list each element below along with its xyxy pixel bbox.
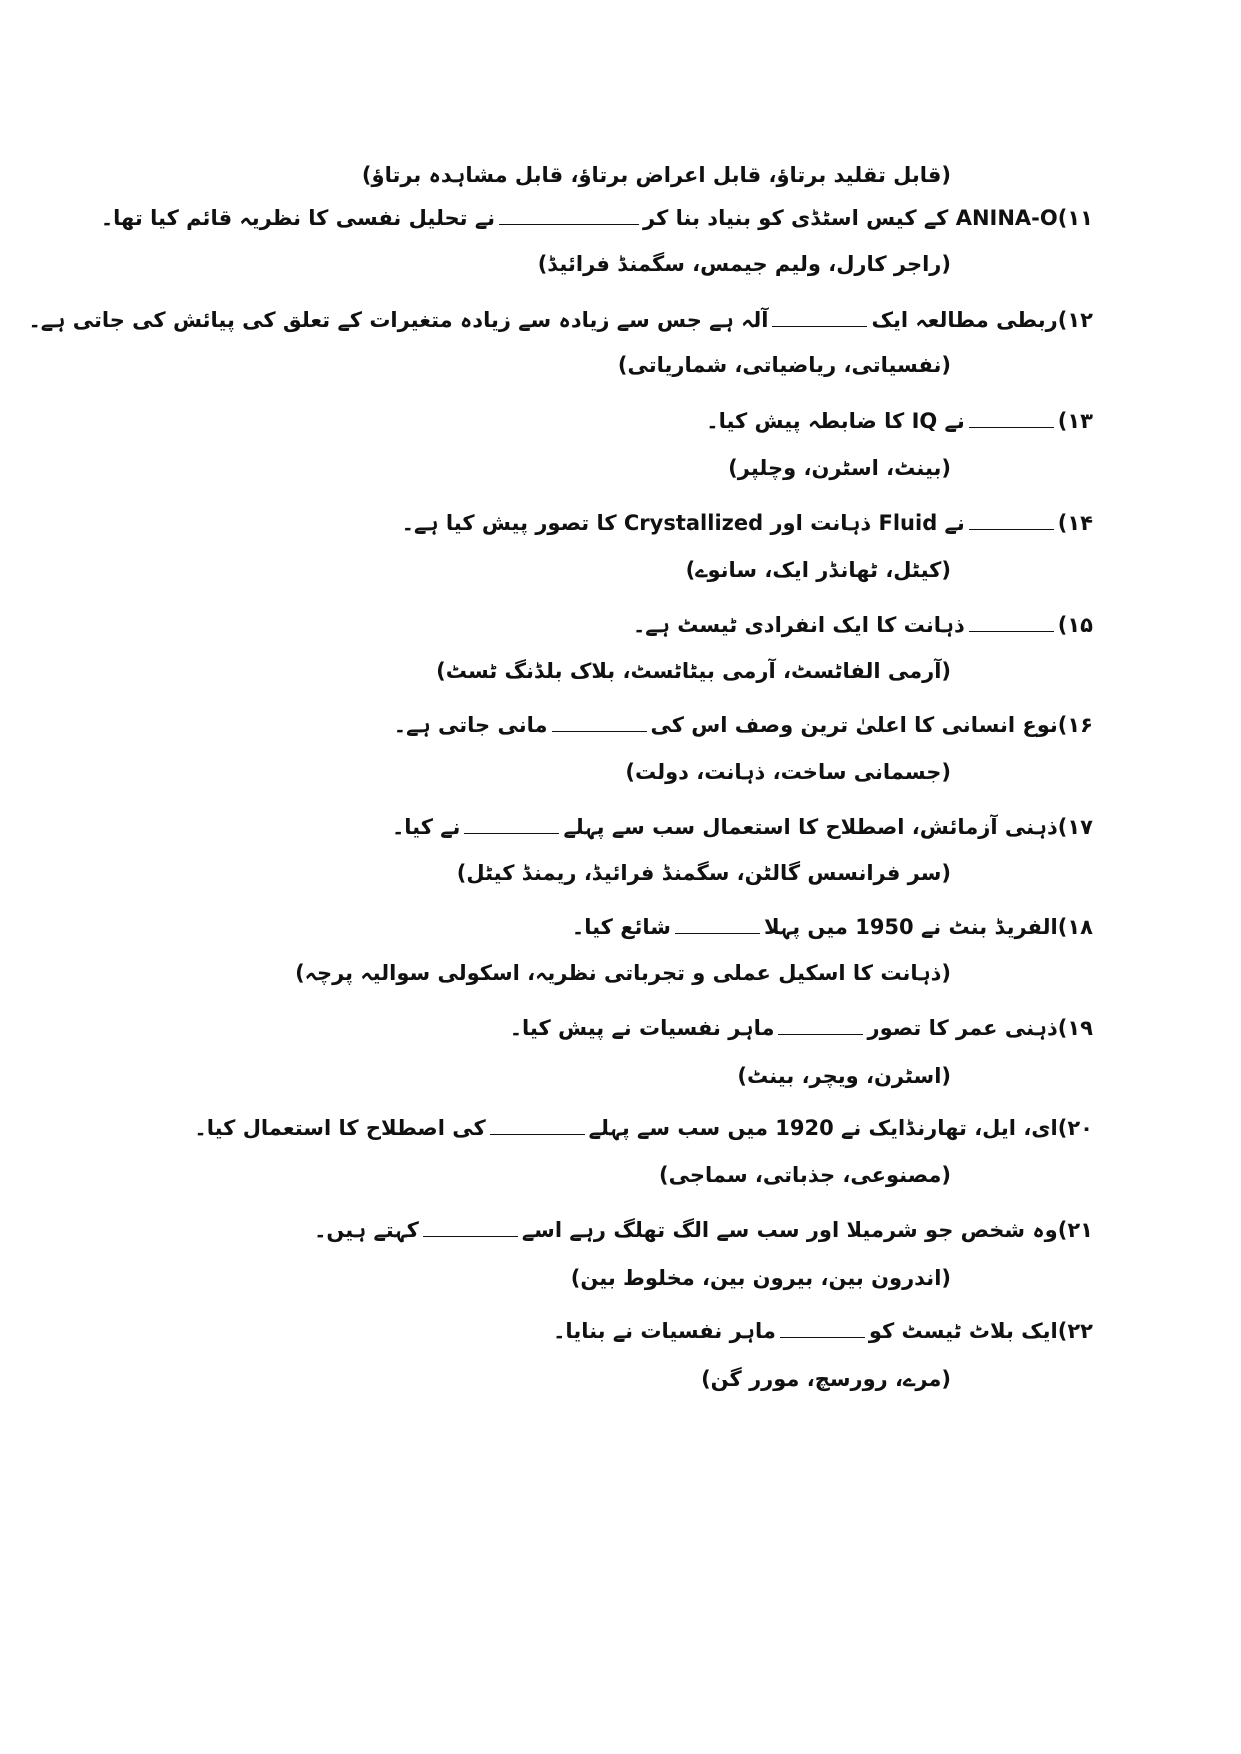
options-line-18: (ذہانت کا اسکیل عملی و تجرباتی نظریہ، اسکولی سوالیہ پرچہ)	[295, 961, 951, 985]
question-number: ۱۲)	[1057, 308, 1093, 332]
answer-blank	[464, 813, 559, 834]
answer-blank	[969, 509, 1054, 530]
question-number: ۱۶)	[1057, 713, 1093, 737]
options-line-19: (اسٹرن، ویچر، بینٹ)	[737, 1064, 951, 1088]
question-15	[633, 610, 1093, 640]
answer-blank	[780, 1317, 865, 1338]
answer-blank	[490, 1114, 585, 1135]
options-line-12: (نفسیاتی، ریاضیاتی، شماریاتی)	[617, 353, 951, 377]
question-14	[402, 508, 1093, 538]
question-text-before: ای، ایل، تھارنڈایک نے 1920 میں سب سے پہلے	[588, 1116, 1058, 1140]
options-line-15: (آرمی الفاٹسٹ، آرمی بیٹاٹسٹ، بلاک بلڈنگ ٹسٹ)	[436, 659, 951, 683]
question-20	[194, 1113, 1093, 1143]
question-text-before: ربطی مطالعہ ایک	[871, 308, 1058, 332]
question-number: ۲۱)	[1057, 1218, 1093, 1242]
options-line-22: (مرے، رورسچ، مورر گن)	[701, 1367, 951, 1391]
question-number: ۱۱)	[1057, 206, 1093, 230]
answer-blank	[675, 913, 760, 934]
question-16	[394, 710, 1093, 740]
question-text-after: ماہر نفسیات نے پیش کیا۔	[509, 1016, 775, 1040]
question-text-before: ANINA-O کے کیس اسٹڈی کو بنیاد بنا کر	[643, 206, 1058, 230]
question-19	[510, 1013, 1093, 1043]
question-number: ۱۷)	[1057, 815, 1093, 839]
options-line-14: (کیٹل، ٹھانڈر ایک، سانوے)	[685, 558, 951, 582]
question-text-after: نے Fluid ذہانت اور Crystallized کا تصور پیش کیا ہے۔	[401, 511, 965, 535]
options-line-17: (سر فرانسس گالٹن، سگمنڈ فرائیڈ، ریمنڈ کیٹل)	[456, 861, 951, 885]
question-text-after: نے IQ کا ضابطہ پیش کیا۔	[706, 409, 965, 433]
question-text-after: کی اصطلاح کا استعمال کیا۔	[194, 1116, 486, 1140]
question-text-after: آلہ ہے جس سے زیادہ سے زیادہ متغیرات کے تعلق کی پیائش کی جاتی ہے۔	[28, 308, 769, 332]
answer-blank	[772, 306, 867, 327]
question-text-after: کہتے ہیں۔	[314, 1218, 419, 1242]
options-line-10: (قابل تقلید برتاؤ، قابل اعراض برتاؤ، قابل مشاہدہ برتاؤ)	[361, 163, 951, 187]
question-22	[553, 1316, 1093, 1346]
answer-blank	[969, 407, 1054, 428]
question-text-after: نے کیا۔	[391, 815, 461, 839]
question-number: ۱۴)	[1057, 511, 1093, 535]
question-text-before: نوع انسانی کا اعلیٰ ترین وصف اس کی	[650, 713, 1058, 737]
options-line-13: (بینٹ، اسٹرن، وچلپر)	[728, 456, 951, 480]
question-number: ۱۸)	[1057, 915, 1093, 939]
question-text-before: الفریڈ بنٹ نے 1950 میں پہلا	[763, 915, 1058, 939]
answer-blank	[552, 711, 647, 732]
options-line-20: (مصنوعی، جذباتی، سماجی)	[659, 1163, 951, 1187]
question-text-before: ذہنی عمر کا تصور	[867, 1016, 1058, 1040]
question-text-after: ذہانت کا ایک انفرادی ٹیسٹ ہے۔	[632, 613, 965, 637]
question-text-after: شائع کیا۔	[571, 915, 671, 939]
question-number: ۱۳)	[1057, 409, 1093, 433]
question-text-after: ماہر نفسیات نے بنایا۔	[553, 1319, 776, 1343]
question-text-after: نے تحلیل نفسی کا نظریہ قائم کیا تھا۔	[100, 206, 496, 230]
options-line-11: (راجر کارل، ولیم جیمس، سگمنڈ فرائیڈ)	[537, 252, 951, 276]
answer-blank	[778, 1014, 863, 1035]
question-13	[706, 406, 1093, 436]
answer-blank	[499, 204, 639, 225]
question-text-after: مانی جاتی ہے۔	[393, 713, 548, 737]
question-number: ۲۰)	[1057, 1116, 1093, 1140]
question-21	[314, 1215, 1093, 1245]
answer-blank	[423, 1216, 518, 1237]
question-17	[392, 812, 1093, 842]
question-text-before: ذہنی آزمائش، اصطلاح کا استعمال سب سے پہلے	[563, 815, 1058, 839]
question-text-before: ایک بلاٹ ٹیسٹ کو	[868, 1319, 1058, 1343]
question-text-before: وہ شخص جو شرمیلا اور سب سے الگ تھلگ رہے اسے	[521, 1218, 1058, 1242]
answer-blank	[969, 611, 1054, 632]
question-number: ۱۵)	[1057, 613, 1093, 637]
question-18	[572, 912, 1093, 942]
question-number: ۲۲)	[1057, 1319, 1093, 1343]
question-11	[101, 203, 1093, 233]
question-number: ۱۹)	[1057, 1016, 1093, 1040]
options-line-21: (اندرون بین، بیرون بین، مخلوط بین)	[570, 1266, 951, 1290]
options-line-16: (جسمانی ساخت، ذہانت، دولت)	[625, 760, 951, 784]
question-12	[28, 305, 1093, 335]
